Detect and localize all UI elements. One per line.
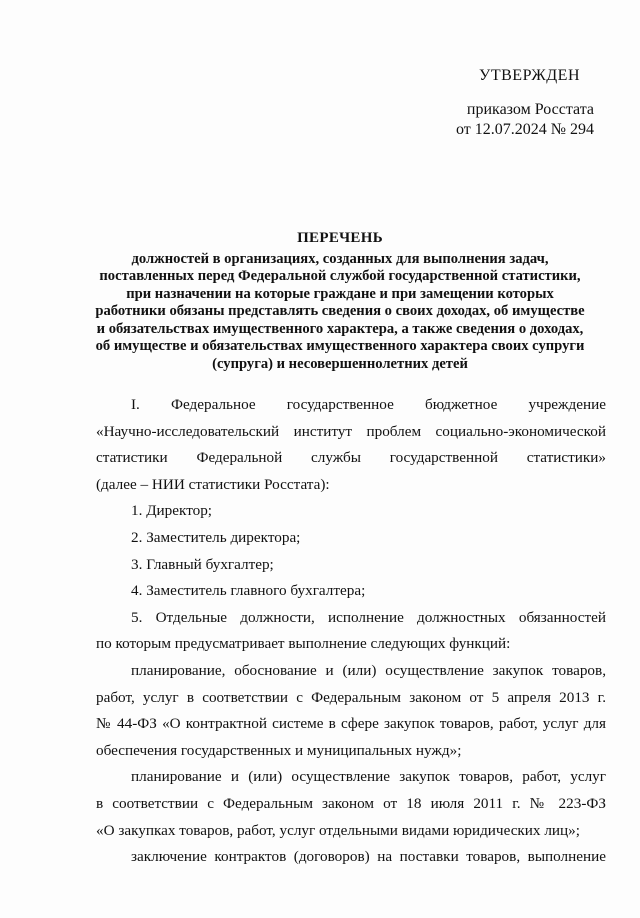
body-line: «Научно-исследовательский институт проблем социально-экономической (96, 422, 606, 440)
heading-line: поставленных перед Федеральной службой государственной статистики, (99, 268, 581, 284)
list-item: 2. Заместитель директора; (131, 528, 301, 546)
body-line: по которым предусматривает выполнение следующих функций: (96, 635, 511, 653)
list-item: 4. Заместитель главного бухгалтера; (131, 582, 366, 600)
body-line: статистики Федеральной службы государственной статистики» (96, 449, 606, 467)
function-item: планирование и (или) осуществление закупок товаров, работ, услуг (131, 768, 606, 786)
function-item: планирование, обоснование и (или) осуществление закупок товаров, (131, 661, 606, 679)
heading-line: при назначении на которые граждане и при замещении которых (126, 285, 554, 302)
body-line: (далее – НИИ статистики Росстата): (96, 475, 330, 493)
list-item: 1. Директор; (131, 502, 213, 520)
body-line: «О закупках товаров, работ, услуг отдельными видами юридических лиц»; (96, 821, 580, 839)
heading-line: работники обязаны представлять сведения о своих доходах, об имуществе (95, 303, 585, 319)
list-item: 5. Отдельные должности, исполнение должностных обязанностей (131, 608, 606, 626)
heading-line: должностей в организациях, созданных для выполнения задач, (131, 250, 549, 267)
document-body (96, 392, 606, 871)
heading-line: и обязательствах имущественного характера, а также сведения о доходах, (96, 320, 584, 337)
body-line: работ, услуг в соответствии с Федеральным законом от 5 апреля 2013 г. (96, 688, 606, 706)
body-line: в соответствии с Федеральным законом от 18 июля 2011 г. № 223-ФЗ (96, 794, 606, 812)
approval-order: приказом Росстата (466, 101, 594, 118)
body-line: обеспечения государственных и муниципальных нужд»; (96, 741, 462, 759)
body-line: № 44-ФЗ «О контрактной системе в сфере закупок товаров, работ, услуг для (96, 715, 606, 733)
approval-stamp (362, 66, 602, 140)
heading-line: (супруга) и несовершеннолетних детей (212, 355, 468, 372)
function-item: заключение контрактов (договоров) на поставки товаров, выполнение (131, 848, 606, 866)
document-title: ПЕРЕЧЕНЬ (297, 230, 383, 246)
list-item: 3. Главный бухгалтер; (131, 555, 274, 573)
approval-title: УТВЕРЖДЕН (479, 67, 580, 84)
document-heading (80, 230, 600, 373)
heading-line: об имуществе и обязательствах имущественного характера своих супруги (95, 338, 585, 354)
section-title-line: I. Федеральное государственное бюджетное учреждение (131, 396, 606, 413)
approval-date-number: от 12.07.2024 № 294 (455, 121, 594, 138)
